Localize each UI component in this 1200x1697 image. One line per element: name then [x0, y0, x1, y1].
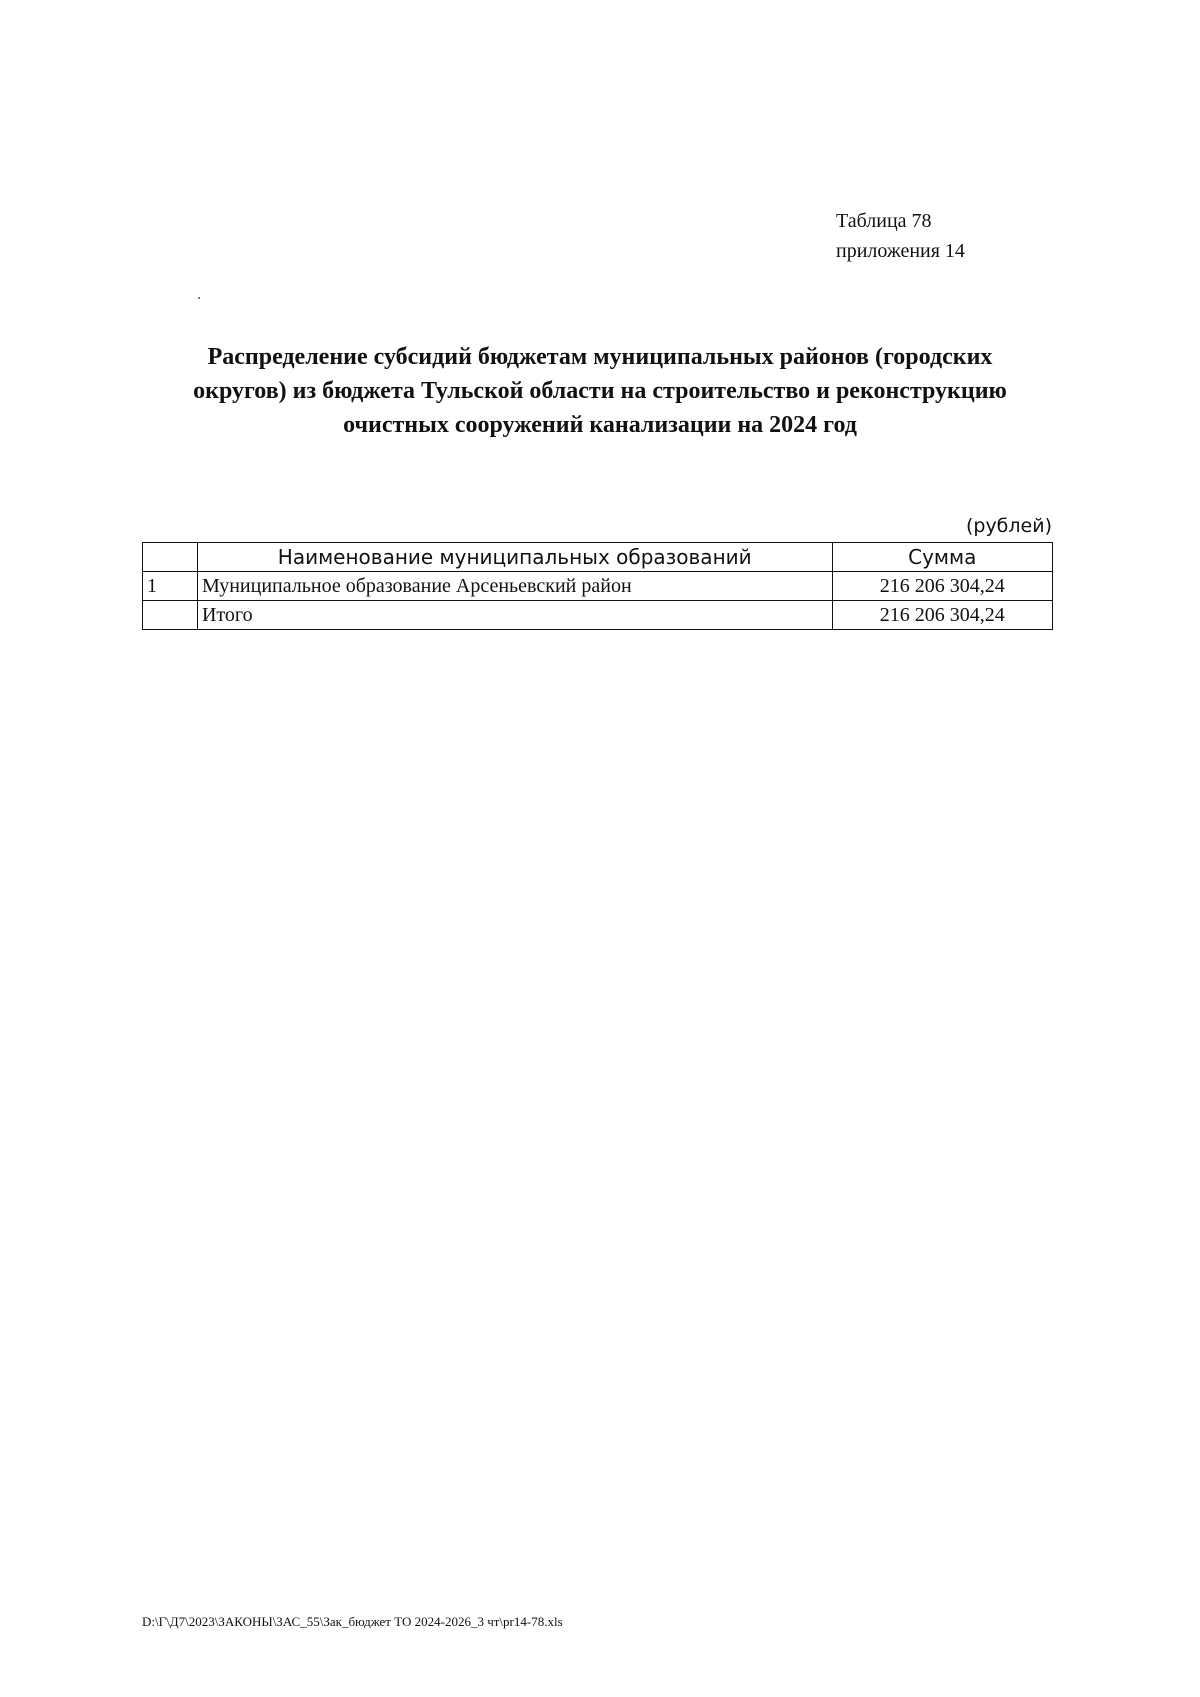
header-number-cell [143, 543, 198, 572]
subsidy-table [142, 542, 1053, 630]
total-number-cell [143, 601, 198, 630]
total-sum-cell: 216 206 304,24 [832, 601, 1053, 630]
document-title [100, 340, 1100, 442]
appendix-reference [836, 206, 965, 266]
file-path-footer: D:\Г\Д7\2023\ЗАКОНЫ\ЗАС_55\Зак_бюджет ТО 2024-2026_3 чт\pr14-78.xls [142, 1614, 563, 1629]
title-line-1: Распределение субсидий бюджетам муниципальных районов (городских [207, 344, 993, 370]
table-total-row [143, 601, 1053, 630]
row-name-cell: Муниципальное образование Арсеньевский район [197, 572, 832, 601]
header-name-cell: Наименование муниципальных образований [197, 543, 832, 572]
appendix-number: приложения 14 [836, 240, 965, 262]
row-number-cell: 1 [143, 572, 198, 601]
table-row [143, 572, 1053, 601]
row-sum-cell: 216 206 304,24 [832, 572, 1053, 601]
title-line-3: очистных сооружений канализации на 2024 год [343, 412, 857, 438]
scan-speck [198, 297, 200, 299]
total-name-cell: Итого [197, 601, 832, 630]
table-number: Таблица 78 [836, 210, 932, 232]
title-line-2: округов) из бюджета Тульской области на строительство и реконструкцию [193, 378, 1007, 404]
table-header-row [143, 543, 1053, 572]
units-label: (рублей) [965, 515, 1052, 537]
header-sum-cell: Сумма [832, 543, 1053, 572]
